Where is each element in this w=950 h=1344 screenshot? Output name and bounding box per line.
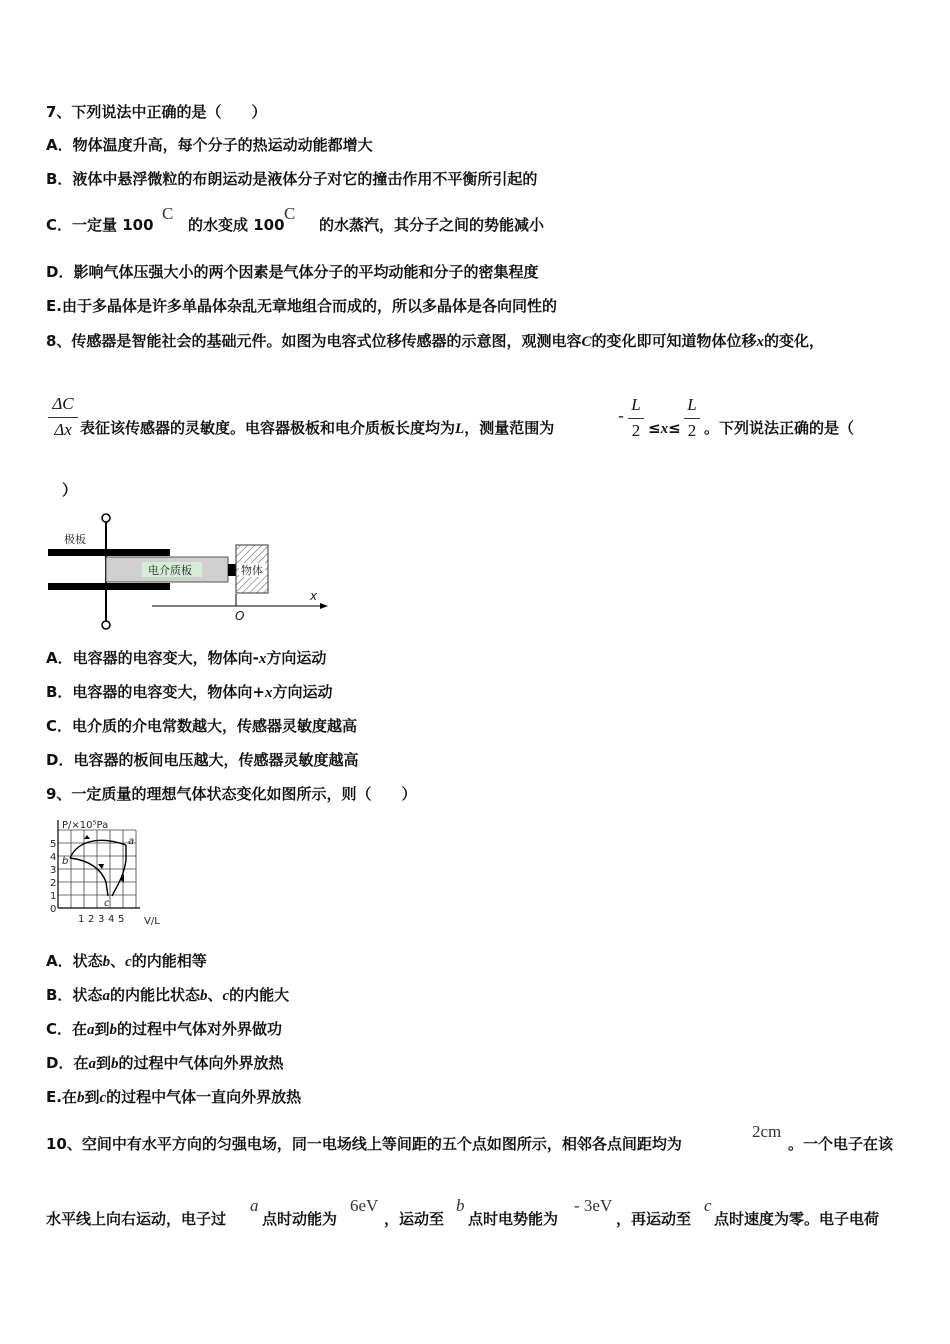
top-terminal <box>102 514 110 522</box>
q9-a-pre: A．状态 <box>46 952 103 970</box>
q8-leq-2: ≤ <box>668 419 681 437</box>
q9-e-mid: 到 <box>84 1088 100 1106</box>
q10-line2-d: 点时电势能为 <box>468 1210 559 1228</box>
q7-option-c-part2: 的水变成 100 <box>188 216 285 234</box>
q10-line1-text: 10、空间中有水平方向的匀强电场，同一电场线上等间距的五个点如图所示，相邻各点间距均为 <box>46 1135 682 1153</box>
q8-stem-line2-end: 。下列说法正确的是（ <box>704 419 855 437</box>
q8-range-den-1: 2 <box>631 421 641 440</box>
y-tick-label: 4 <box>50 852 57 863</box>
q9-d-mid: 到 <box>95 1054 111 1072</box>
origin-label: O <box>235 609 245 623</box>
q9-d-a: a <box>88 1056 96 1072</box>
q9-a-tail: 的内能相等 <box>131 952 207 970</box>
q8-frac-bar <box>48 417 78 418</box>
y-tick-label: 1 <box>50 891 57 902</box>
q7-degree-unit-1: C <box>162 204 174 223</box>
q10-kinetic-energy: 6eV <box>350 1196 379 1215</box>
q9-e-pre: E.在 <box>46 1088 77 1106</box>
q9-pv-diagram <box>44 814 170 930</box>
x-axis-arrow <box>320 603 328 609</box>
x-tick-label: 1 <box>78 914 85 925</box>
q8-option-b <box>46 682 333 703</box>
q10-line2-b: 点时动能为 <box>262 1210 338 1228</box>
y-tick-label: 5 <box>50 839 57 850</box>
q8-range-minus: - <box>618 406 624 425</box>
q8-line2-text-2: ，测量范围为 <box>464 419 555 437</box>
q9-b-c: c <box>222 988 230 1004</box>
q8-leq-x: x <box>660 421 669 437</box>
q10-line2-a: 水平线上向右运动，电子过 <box>46 1210 227 1228</box>
q9-b-a: a <box>102 988 110 1004</box>
q8-stem-text-2: 的变化即可知道物体位移 <box>591 332 757 350</box>
y-tick-label: 0 <box>50 904 57 915</box>
q9-d-tail: 的过程中气体向外界放热 <box>118 1054 284 1072</box>
q8-range-inequality <box>648 418 681 439</box>
q9-e-c: c <box>99 1090 107 1106</box>
top-plate <box>48 549 170 556</box>
q8-var-c: C <box>581 334 592 350</box>
point-c-label: c <box>104 898 110 909</box>
point-b-label: b <box>62 856 69 867</box>
q9-d-b: b <box>110 1056 119 1072</box>
q9-b-pre: B．状态 <box>46 986 103 1004</box>
q8-range-num-2: L <box>687 395 697 414</box>
q9-e-tail: 的过程中气体一直向外界放热 <box>106 1088 302 1106</box>
bottom-terminal <box>102 621 110 629</box>
y-axis-label: P/×10⁵Pa <box>62 820 109 831</box>
q7-degree-unit-2: C <box>284 204 296 223</box>
q9-c-pre: C．在 <box>46 1020 88 1038</box>
q8-option-a-tail: 方向运动 <box>266 649 327 667</box>
q7-option-b: B．液体中悬浮微粒的布朗运动是液体分子对它的撞击作用不平衡所引起的 <box>46 170 538 188</box>
q10-line2-c: ，运动至 <box>384 1210 445 1228</box>
q9-d-pre: D．在 <box>46 1054 89 1072</box>
q8-close-paren: ） <box>62 481 78 499</box>
q8-range-bar-2 <box>684 418 700 419</box>
y-tick-labels <box>50 839 56 915</box>
q9-option-e <box>46 1087 301 1108</box>
q7-stem: 7、下列说法中正确的是（ ） <box>46 103 267 121</box>
arrow-1 <box>84 835 90 839</box>
q9-a-mid: 、 <box>110 952 126 970</box>
q8-option-a-x: x <box>258 651 267 667</box>
q9-c-b: b <box>109 1022 118 1038</box>
arrow-2 <box>98 864 104 869</box>
q9-option-a <box>46 951 207 972</box>
q10-point-b: b <box>456 1196 465 1215</box>
object-label: 物体 <box>241 564 263 577</box>
q7-option-c-part1: C．一定量 100 <box>46 216 154 234</box>
q8-option-a-text: A．电容器的电容变大，物体向- <box>46 649 259 667</box>
q9-stem: 9、一定质量的理想气体状态变化如图所示，则（ ） <box>46 785 417 803</box>
q8-option-b-x: x <box>265 685 273 701</box>
q7-option-e: E.由于多晶体是许多单晶体杂乱无章地组合而成的，所以多晶体是各向同性的 <box>46 297 557 315</box>
q10-line1-end: 。一个电子在该 <box>788 1135 894 1153</box>
q8-range-den-2: 2 <box>687 421 697 440</box>
x-tick-labels <box>78 914 124 925</box>
q8-option-d: D．电容器的板间电压越大，传感器灵敏度越高 <box>46 751 359 769</box>
q10-point-c: c <box>704 1196 712 1215</box>
q8-stem-text-1: 8、传感器是智能社会的基础元件。如图为电容式位移传感器的示意图，观测电容 <box>46 332 582 350</box>
q9-a-c: c <box>125 954 132 970</box>
q10-distance: 2cm <box>752 1122 782 1141</box>
point-a-label: a <box>128 836 135 847</box>
q7-option-d: D．影响气体压强大小的两个因素是气体分子的平均动能和分子的密集程度 <box>46 263 539 281</box>
x-tick-label: 3 <box>98 914 105 925</box>
q9-c-mid: 到 <box>94 1020 110 1038</box>
q8-sensor-diagram <box>44 508 336 634</box>
q10-potential-energy: - 3eV <box>574 1196 613 1215</box>
q8-option-b-text: B．电容器的电容变大，物体向+ <box>46 683 266 701</box>
q9-b-tail: 的内能大 <box>229 986 290 1004</box>
x-axis-label: x <box>310 589 318 603</box>
q8-range-num-1: L <box>631 395 641 414</box>
q8-leq-1: ≤ <box>648 419 661 437</box>
q10-line2-e: ，再运动至 <box>616 1210 692 1228</box>
curve-b-to-c <box>70 858 108 896</box>
y-tick-label: 2 <box>50 878 57 889</box>
q10-line1 <box>46 1134 682 1154</box>
q7-option-c-part3: 的水蒸汽，其分子之间的势能减小 <box>319 216 545 234</box>
q8-option-b-tail: 方向运动 <box>272 683 333 701</box>
curve-a-to-c <box>112 845 126 896</box>
plate-label: 极板 <box>64 533 86 546</box>
q8-option-a <box>46 648 326 669</box>
q8-var-x: x <box>756 334 764 350</box>
q9-option-b <box>46 985 289 1006</box>
q8-var-l: L <box>455 421 465 437</box>
q8-line2-text-1: 表征该传感器的灵敏度。电容器极板和电介质板长度均为 <box>80 419 456 437</box>
q9-e-b: b <box>76 1090 85 1106</box>
q8-range-bar-1 <box>628 418 644 419</box>
q9-option-d <box>46 1053 283 1074</box>
q8-option-c: C．电介质的介电常数越大，传感器灵敏度越高 <box>46 717 358 735</box>
q10-point-a: a <box>250 1196 259 1215</box>
q9-b-mid1: 的内能比状态 <box>109 986 200 1004</box>
bottom-plate <box>48 583 170 590</box>
q9-b-mid2: 、 <box>207 986 223 1004</box>
q8-stem-line2 <box>80 418 554 439</box>
y-tick-label: 3 <box>50 865 57 876</box>
connector <box>228 564 236 576</box>
q9-c-a: a <box>87 1022 95 1038</box>
x-axis-label: V/L <box>144 916 160 927</box>
x-tick-label: 4 <box>108 914 115 925</box>
q8-stem-text-3: 的变化， <box>763 332 824 350</box>
q9-c-tail: 的过程中气体对外界做功 <box>117 1020 283 1038</box>
q8-frac-numerator: ΔC <box>52 394 74 413</box>
q9-a-b: b <box>102 954 111 970</box>
q9-option-c <box>46 1019 282 1040</box>
x-tick-label: 5 <box>118 914 125 925</box>
q9-b-b: b <box>199 988 208 1004</box>
x-tick-label: 2 <box>88 914 95 925</box>
q10-line2-f: 点时速度为零。电子电荷 <box>714 1210 880 1228</box>
q7-option-a: A．物体温度升高，每个分子的热运动动能都增大 <box>46 136 373 154</box>
q8-stem-line1 <box>46 331 824 352</box>
dielectric-label: 电介质板 <box>148 564 192 577</box>
q8-frac-denominator: Δx <box>54 420 72 439</box>
